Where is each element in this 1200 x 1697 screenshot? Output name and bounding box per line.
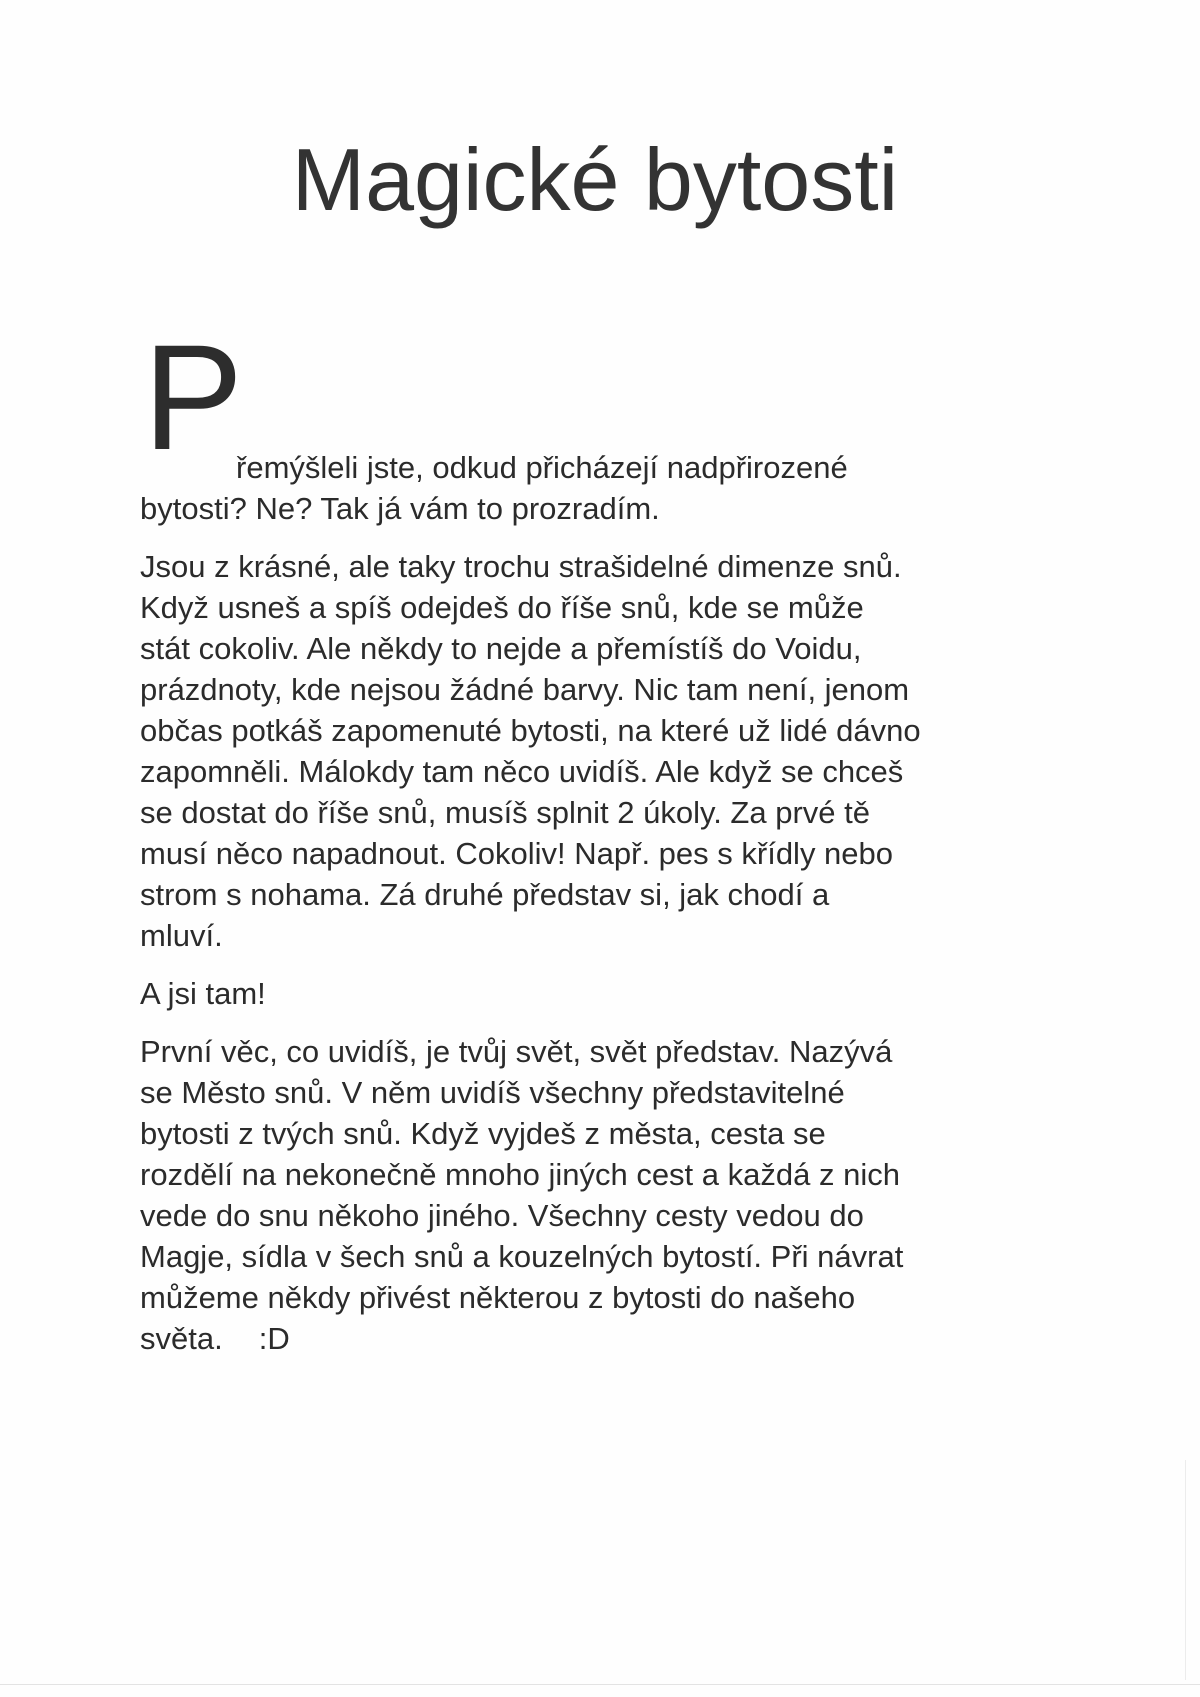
text-line: Magje, sídla v šech snů a kouzelných bytostí. Při návrat — [140, 1239, 904, 1274]
paragraph-dimension — [140, 546, 1080, 956]
emoticon: :D — [258, 1321, 290, 1356]
text-line-end: světa. — [140, 1321, 223, 1356]
text-line: stát cokoliv. Ale někdy to nejde a přemístíš do Voidu, — [140, 631, 862, 666]
text-line: občas potkáš zapomenuté bytosti, na které už lidé dávno — [140, 713, 921, 748]
text-line: Jsou z krásné, ale taky trochu strašidelné dimenze snů. — [140, 549, 902, 584]
text-line: bytosti? Ne? Tak já vám to prozradím. — [140, 491, 660, 526]
text-line: se dostat do říše snů, musíš splnit 2 úkoly. Za prvé tě — [140, 795, 870, 830]
text-line: zapomněli. Málokdy tam něco uvidíš. Ale když se chceš — [140, 754, 904, 789]
text-line: První věc, co uvidíš, je tvůj svět, svět představ. Nazývá — [140, 1034, 893, 1069]
text-line: musí něco napadnout. Cokoliv! Např. pes s křídly nebo — [140, 836, 894, 871]
page-title: Magické bytosti — [291, 130, 899, 229]
text-line: můžeme někdy přivést některou z bytosti do našeho — [140, 1280, 856, 1315]
text-line: řemýšleli jste, odkud přicházejí nadpřirozené — [236, 450, 848, 485]
text-line: prázdnoty, kde nejsou žádné barvy. Nic tam není, jenom — [140, 672, 910, 707]
scan-edge-bottom — [0, 1684, 1200, 1685]
body-text — [140, 447, 1080, 1376]
text-line: mluví. — [140, 918, 223, 953]
paragraph-intro — [140, 447, 1080, 529]
text-line: strom s nohama. Zá druhé představ si, jak chodí a — [140, 877, 830, 912]
text-line: vede do snu někoho jiného. Všechny cesty vedou do — [140, 1198, 864, 1233]
text-line: rozdělí na nekonečně mnoho jiných cest a každá z nich — [140, 1157, 900, 1192]
paragraph-arrival — [140, 973, 1080, 1014]
text-line: A jsi tam! — [140, 976, 266, 1011]
paragraph-city — [140, 1031, 1080, 1359]
text-line: se Město snů. V něm uvidíš všechny představitelné — [140, 1075, 845, 1110]
drop-cap: P — [143, 313, 244, 481]
text-line: Když usneš a spíš odejdeš do říše snů, kde se může — [140, 590, 864, 625]
scan-edge-right — [1185, 1460, 1186, 1680]
text-line: bytosti z tvých snů. Když vyjdeš z města, cesta se — [140, 1116, 826, 1151]
text-line-last — [140, 1318, 1080, 1359]
